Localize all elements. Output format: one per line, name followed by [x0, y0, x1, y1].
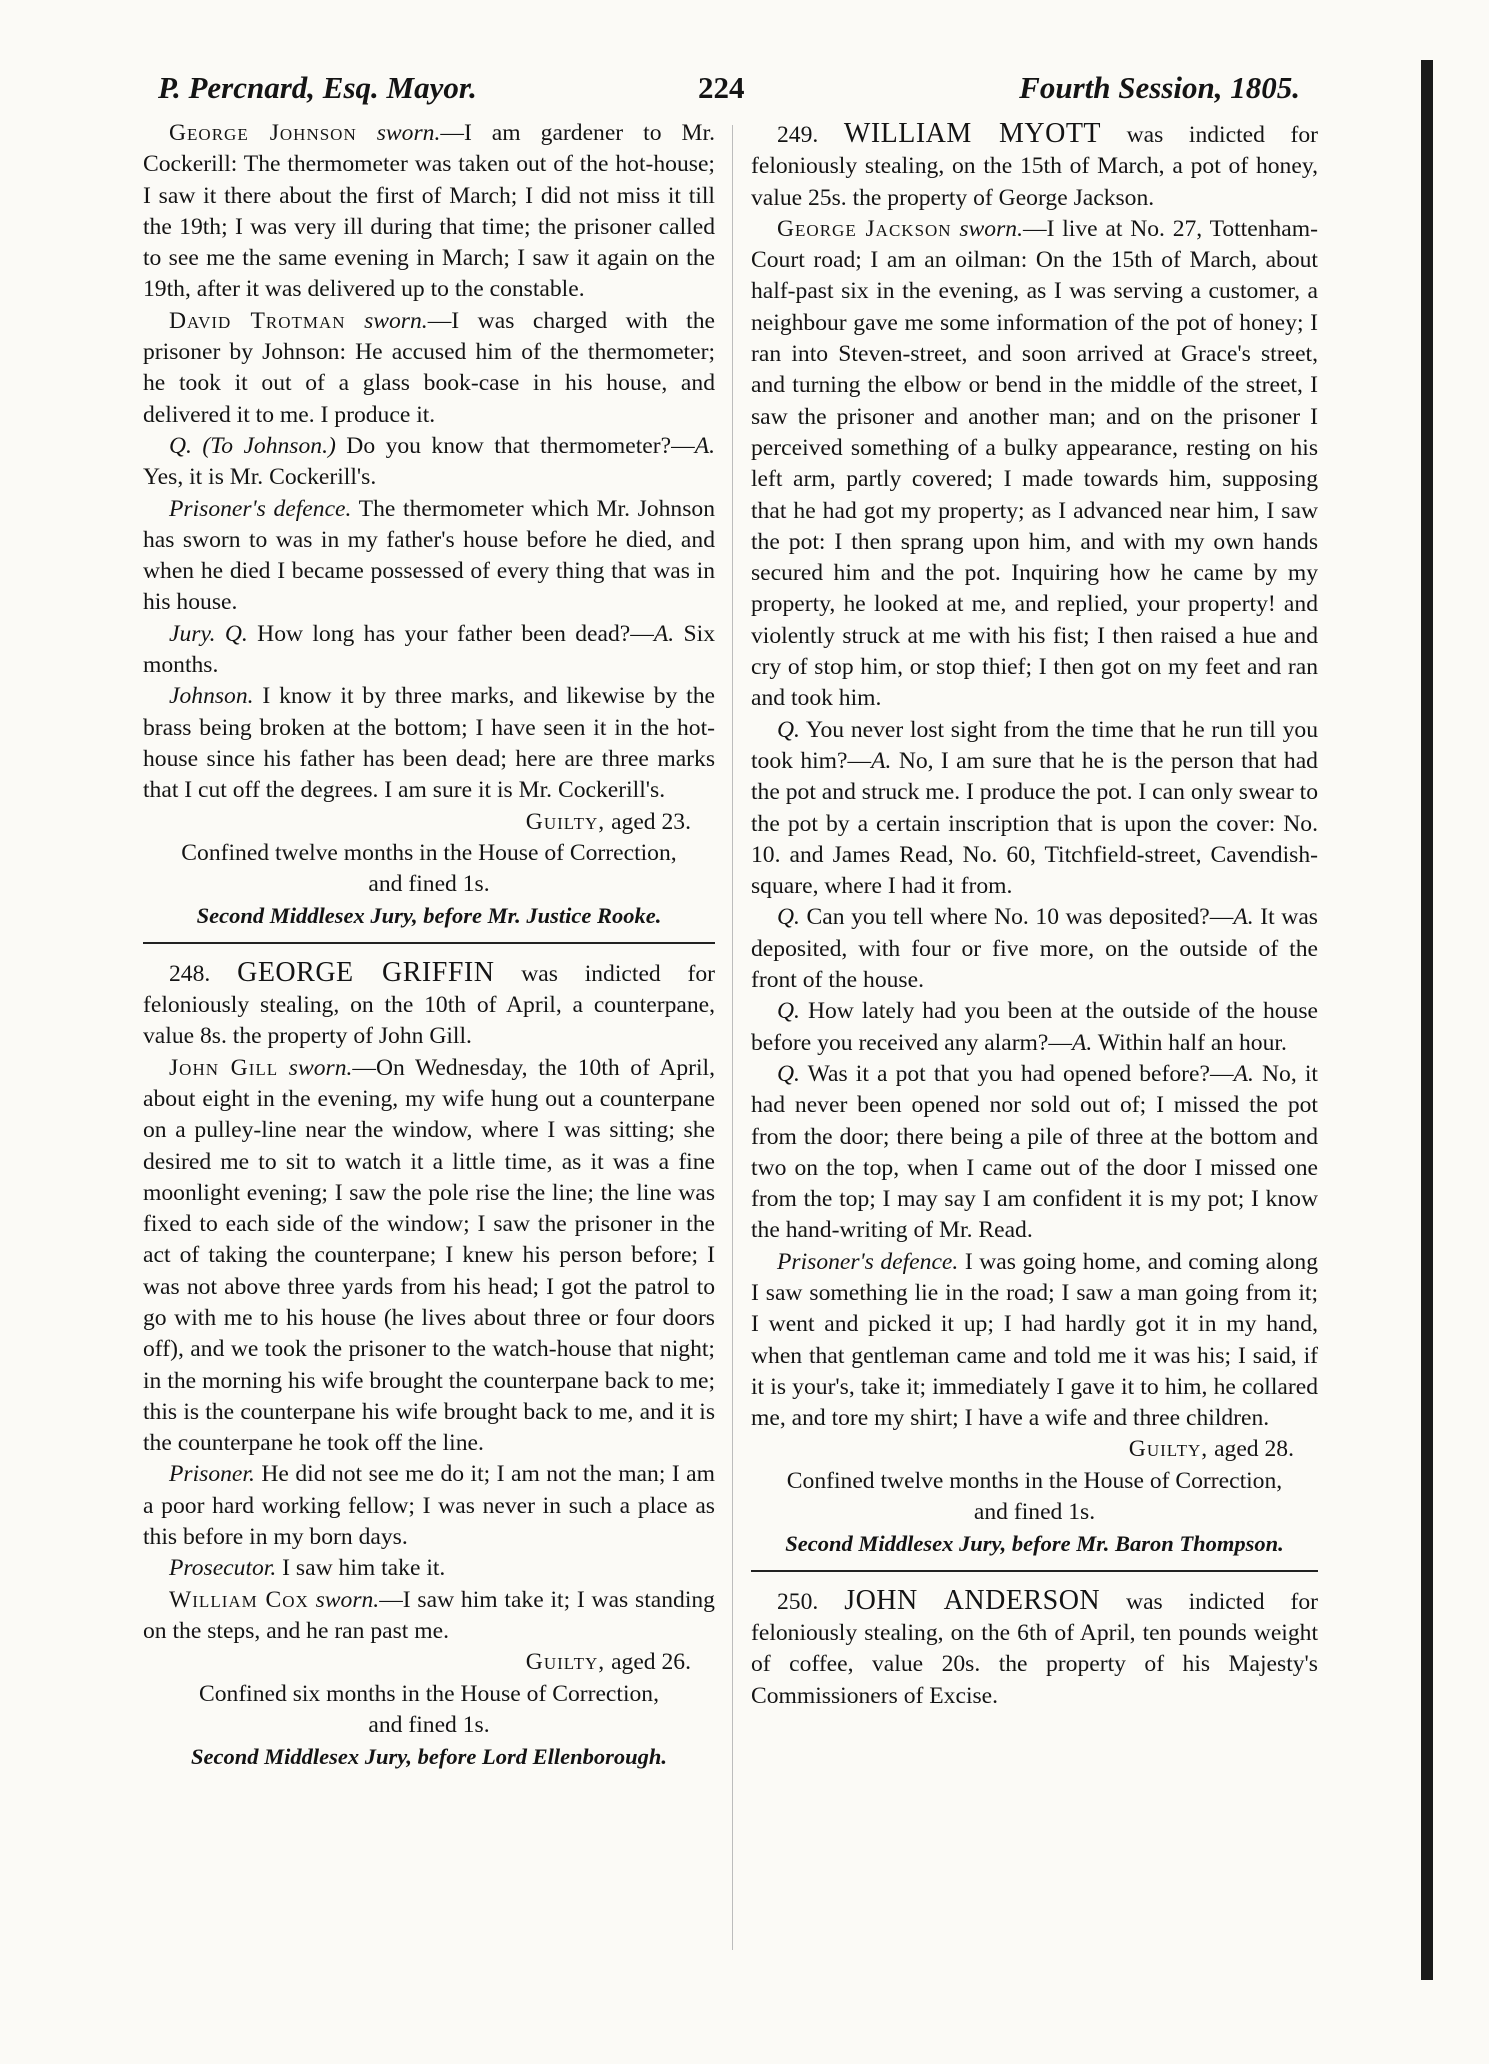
- verdict-line: [751, 1434, 1318, 1465]
- sentence-fine: and fined 1s.: [368, 1711, 490, 1738]
- question-text: Was it a pot that you had opened before?—: [807, 1060, 1234, 1087]
- defence-text: I was going home, and coming along I saw something lie in the road; I saw a man going from it; I went and picked it up; I had hardly got it in my hand, when that gentleman came and told me it was his; I said, if it is your's, take it; immediately I gave it to him, he collared me, and tore my shirt; I have a wife and three children.: [751, 1248, 1318, 1432]
- answer-text: No, it had never been opened nor sold out of; I missed the pot from the door; there being a pile of three at the bottom and two on the top, when I came out of the door I missed one from the top; I may say I am confident it is my pot; I know the hand-writing of Mr. Read.: [751, 1060, 1318, 1244]
- answer-text: Within half an hour.: [1097, 1029, 1287, 1056]
- testimony-text: —I saw him take it; I was standing on the steps, and he ran past me.: [143, 1586, 715, 1644]
- jury-question: [143, 619, 715, 682]
- witness-name: George Johnson: [169, 120, 357, 146]
- sworn-label: sworn.: [959, 215, 1023, 242]
- jury-line: Second Middlesex Jury, before Mr. Baron Thompson.: [785, 1531, 1284, 1557]
- sentence-fine: and fined 1s.: [973, 1499, 1096, 1526]
- case-249-heading: [751, 118, 1318, 214]
- witness-name: David Trotman: [169, 307, 346, 334]
- sworn-label: sworn.: [315, 1586, 380, 1613]
- testimony-text: —I was charged with the prisoner by Johnson: He accused him of the thermometer; he took it out of a glass book-case in his house, and delivered it to me. I produce it.: [143, 307, 715, 428]
- sworn-label: sworn.: [376, 120, 441, 146]
- testimony-text: —On Wednesday, the 10th of April, about eight in the evening, my wife hung out a counterpane on a pulley-line near the window, where I was sitting; she desired me to sit to watch it a little time, as it was a fine moonlight evening; I saw the pole rise the line; the line was fixed to each side of the window; I saw the prisoner in the act of taking the counterpane; I knew his person before; I was not above three yards from his head; I got the patrol to go with me to his house (he lives about three or four doors off), and we took the prisoner to the watch-house that night; in the morning his wife brought the counterpane back to me; this is the counterpane his wife brought back to me, and it is the counterpane he took off the line.: [143, 1054, 715, 1457]
- defendant-name: JOHN ANDERSON: [844, 1584, 1101, 1616]
- column-divider: [732, 125, 733, 1950]
- header-session: Fourth Session, 1805.: [1019, 70, 1300, 105]
- verdict-word: Guilty,: [525, 1649, 606, 1676]
- answer-marker: A.: [1071, 1029, 1093, 1056]
- question-text: Can you tell where No. 10 was deposited?—: [806, 904, 1234, 931]
- verdict-age: aged 26.: [611, 1649, 691, 1676]
- header-mayor: P. Percnard, Esq. Mayor.: [158, 70, 477, 105]
- section-rule: [143, 942, 715, 944]
- defendant-name: WILLIAM MYOTT: [843, 118, 1102, 149]
- speaker-label: Johnson.: [169, 683, 254, 710]
- case-number: 249.: [777, 122, 819, 148]
- testimony-text: —I live at No. 27, Tottenham-Court road; I am an oilman: On the 15th of March, about half-past six in the evening, as I was serving a customer, a neighbour gave me some information of the pot of honey; I ran into Steven-street, and soon arrived at Grace's street, and turning the elbow or bend in the middle of the street, I saw the prisoner and another man; and on the prisoner I perceived something of a bulky appearance, resting on his left arm, partly covered; I made towards him, supposing that he had got my property; as I advanced near him, I saw the pot: I then sprang upon him, and with my own hands secured him and the pot. Inquiring how he came by my property, he looked at me, and replied, your property! and violently struck at me with his fist; I then raised a hue and cry of stop him, or stop thief; I then got on my feet and ran and took him.: [751, 215, 1318, 712]
- prisoner-defence: [143, 494, 715, 619]
- question-marker: Q.: [224, 620, 248, 647]
- indictment-text: was indicted for feloniously stealing, on the 6th of April, ten pounds weight of coffee, value 20s. the property of his Majesty's Commissioners of Excise.: [751, 1588, 1318, 1709]
- speaker-label: Prisoner.: [169, 1461, 255, 1488]
- case-248-heading: [143, 957, 715, 1053]
- question-answer-3: [751, 996, 1318, 1059]
- case-250-heading: [751, 1585, 1318, 1712]
- sentence-line: Confined twelve months in the House of Correction,: [181, 839, 677, 866]
- question-answer-2: [751, 902, 1318, 996]
- statement-text: I saw him take it.: [282, 1555, 446, 1582]
- witness-name: William Cox: [169, 1586, 309, 1613]
- witness-name: John Gill: [169, 1054, 279, 1081]
- case-number: 248.: [169, 960, 211, 987]
- question-answer-1: [751, 715, 1318, 903]
- testimony-john-gill: [143, 1053, 715, 1460]
- sentence-line: Confined six months in the House of Correction,: [198, 1680, 660, 1707]
- witness-name: George Jackson: [777, 215, 952, 242]
- answer-text: It was deposited, with four or five more, on the outside of the front of the house.: [751, 904, 1318, 994]
- jury-line: Second Middlesex Jury, before Lord Ellenborough.: [190, 1744, 668, 1770]
- left-column: [143, 118, 715, 1772]
- statement-text: He did not see me do it; I am not the man; I am a poor hard working fellow; I was never in such a place as this before in my born days.: [143, 1461, 715, 1551]
- sworn-label: sworn.: [364, 307, 428, 334]
- verdict-age: aged 23.: [611, 808, 691, 835]
- johnson-statement: [143, 681, 715, 806]
- speaker-label: Prisoner's defence.: [777, 1248, 959, 1275]
- defence-text: The thermometer which Mr. Johnson has sworn to was in my father's house before he died, and when he died I became possessed of every thing that was in his house.: [143, 495, 715, 616]
- answer-marker: A.: [871, 747, 892, 774]
- answer-text: Six months.: [143, 620, 715, 679]
- testimony-william-cox: [143, 1585, 715, 1648]
- question-marker: Q.: [777, 904, 800, 931]
- question-text: How lately had you been at the outside of the house before you received any alarm?—: [751, 998, 1318, 1056]
- question-answer-4: [751, 1059, 1318, 1247]
- testimony-george-johnson: [143, 118, 715, 306]
- answer-marker: A.: [694, 432, 716, 459]
- answer-text: No, I am sure that he is the person that had the pot and struck me. I produce the pot. I can only swear to the pot by a certain inscription that is upon the cover: No. 10. and James Read, No. 60, Titchfield-street, Cavendish-square, where I had it from.: [751, 747, 1318, 900]
- question-marker: Q.: [777, 716, 800, 743]
- verdict-word: Guilty,: [1128, 1436, 1209, 1463]
- prosecutor-statement: [143, 1553, 715, 1584]
- indictment-text: was indicted for feloniously stealing, on the 10th of April, a counterpane, value 8s. the property of John Gill.: [143, 960, 716, 1050]
- question-marker: Q.: [169, 432, 192, 459]
- verdict-line: [143, 1647, 715, 1678]
- answer-marker: A.: [1233, 904, 1254, 931]
- section-rule: [751, 1570, 1318, 1572]
- question-text: You never lost sight from the time that he run till you took him?—: [751, 716, 1318, 774]
- question-to-johnson: [143, 431, 715, 494]
- statement-text: I know it by three marks, and likewise by the brass being broken at the bottom; I have seen it in the hot-house since his father has been dead; here are three marks that I cut off the degrees. I am sure it is Mr. Cockerill's.: [143, 683, 715, 804]
- speaker-label: Prosecutor.: [169, 1555, 277, 1582]
- testimony-text: —I am gardener to Mr. Cockerill: The thermometer was taken out of the hot-house; I saw it there about the first of March; I did not miss it till the 19th; I was very ill during that time; the prisoner called to see me the same evening in March; I saw it again on the 19th, after it was delivered up to the constable.: [143, 120, 715, 303]
- answer-marker: A.: [653, 620, 675, 647]
- prisoner-statement: [143, 1459, 715, 1553]
- case-number: 250.: [777, 1588, 819, 1615]
- sworn-label: sworn.: [288, 1054, 353, 1081]
- page-number: 224: [698, 70, 745, 105]
- page-edge-bar: [1421, 60, 1433, 1980]
- sentence-line: Confined twelve months in the House of Correction,: [786, 1467, 1283, 1494]
- sentence-fine: and fined 1s.: [368, 871, 490, 898]
- defendant-name: GEORGE GRIFFIN: [237, 956, 495, 988]
- addressee: (To Johnson.): [202, 432, 336, 459]
- jury-line: Second Middlesex Jury, before Mr. Justice Rooke.: [196, 903, 662, 929]
- verdict-word: Guilty,: [525, 808, 606, 835]
- speaker-label: Jury.: [169, 620, 216, 647]
- question-marker: Q.: [777, 1060, 800, 1087]
- verdict-line: [143, 807, 715, 838]
- question-marker: Q.: [777, 998, 800, 1025]
- testimony-george-jackson: [751, 214, 1318, 715]
- testimony-david-trotman: [143, 306, 715, 431]
- answer-text: Yes, it is Mr. Cockerill's.: [143, 464, 377, 491]
- right-column: [751, 118, 1318, 1712]
- question-text: How long has your father been dead?—: [257, 620, 654, 647]
- running-header: [150, 62, 1300, 118]
- indictment-text: was indicted for feloniously stealing, on the 15th of March, a pot of honey, value 25s. the property of George Jackson.: [751, 122, 1318, 211]
- answer-marker: A.: [1233, 1060, 1254, 1087]
- question-text: Do you know that thermometer?—: [346, 432, 695, 459]
- verdict-age: aged 28.: [1214, 1436, 1294, 1463]
- speaker-label: Prisoner's defence.: [169, 495, 352, 522]
- prisoner-defence: [751, 1247, 1318, 1435]
